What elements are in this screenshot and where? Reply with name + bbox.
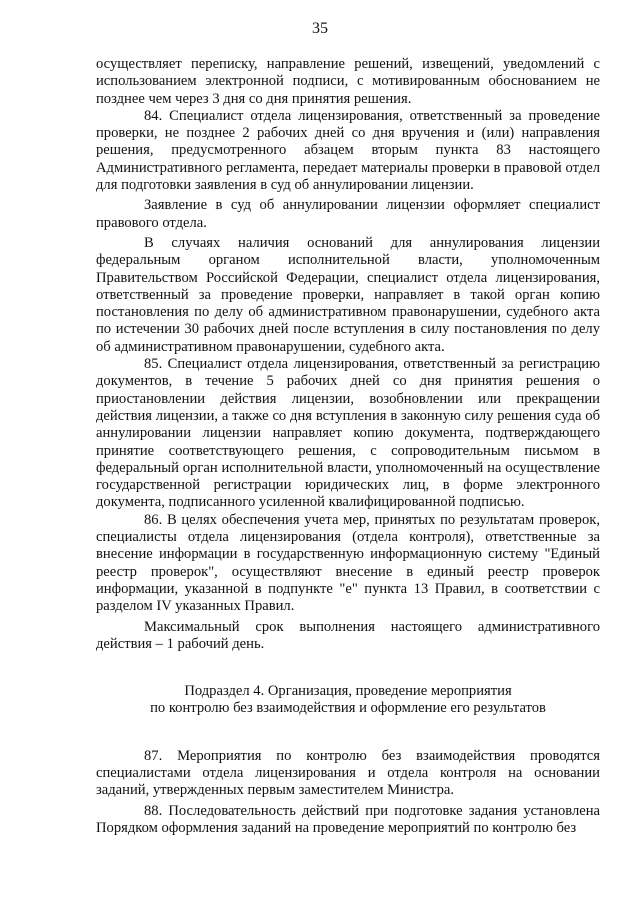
paragraph-88: 88. Последовательность действий при подготовке задания установлена Порядком оформления заданий на проведение мероприятий по контролю без <box>96 802 600 836</box>
subsection-heading-line-2: по контролю без взаимодействия и оформление его результатов <box>150 700 546 717</box>
paragraph-continuation: осуществляет переписку, направление решений, извещений, уведомлений с использованием электронной подписи, с мотивированным обоснованием не позднее чем через 3 дня со дня принятия решения. <box>96 56 600 107</box>
page-number: 35 <box>312 20 328 37</box>
paragraph-86: 86. В целях обеспечения учета мер, принятых по результатам проверок, специалисты отдела лицензирования (отдела контроля), ответственные за внесение информации в государственную информационную систему "Единый реестр проверок", осуществляют внесение в единый реестр проверок информации, указанной в подпункте "е" пункта 13 Правил, в соответствии с разделом IV указанных Правил. <box>96 511 600 615</box>
paragraph-max-term: Максимальный срок выполнения настоящего административного действия – 1 рабочий день. <box>96 618 600 652</box>
paragraph-annulment-grounds: В случаях наличия оснований для аннулирования лицензии федеральным органом исполнительной власти, уполномоченным Правительством Российской Федерации, специалист отдела лицензирования, ответственный за проведение проверки, направляет в такой орган копию постановления по делу об административном правонарушении, судебного акта по истечении 30 рабочих дней после вступления в силу постановления по делу об административном правонарушении, судебного акта. <box>96 234 600 355</box>
subsection-heading-line-1: Подраздел 4. Организация, проведение мероприятия <box>184 683 512 700</box>
paragraph-85: 85. Специалист отдела лицензирования, ответственный за регистрацию документов, в течение 5 рабочих дней со дня принятия решения о приостановлении действия лицензии, возобновлении или прекращении действия лицензии, а также со дня вступления в законную силу решения суда об аннулировании лицензии направляет копию документа, подтверждающего принятие соответствующего решения, с сопроводительным письмом в федеральный орган исполнительной власти, уполномоченный на осуществление государственной регистрации юридических лиц, в форме электронного документа, подписанного усиленной квалифицированной подписью. <box>96 356 600 511</box>
document-body <box>96 56 600 837</box>
paragraph-84: 84. Специалист отдела лицензирования, ответственный за проведение проверки, не позднее 2 рабочих дней со дня вручения и (или) направления решения, предусмотренного абзацем вторым пункта 83 настоящего Административного регламента, передает материалы проверки в правовой отдел для подготовки заявления в суд об аннулировании лицензии. <box>96 107 600 194</box>
paragraph-court-application: Заявление в суд об аннулировании лицензии оформляет специалист правового отдела. <box>96 197 600 231</box>
paragraph-87: 87. Мероприятия по контролю без взаимодействия проводятся специалистами отдела лицензирования и отдела контроля на основании заданий, утвержденных первым заместителем Министра. <box>96 747 600 799</box>
subsection-heading <box>96 683 600 718</box>
